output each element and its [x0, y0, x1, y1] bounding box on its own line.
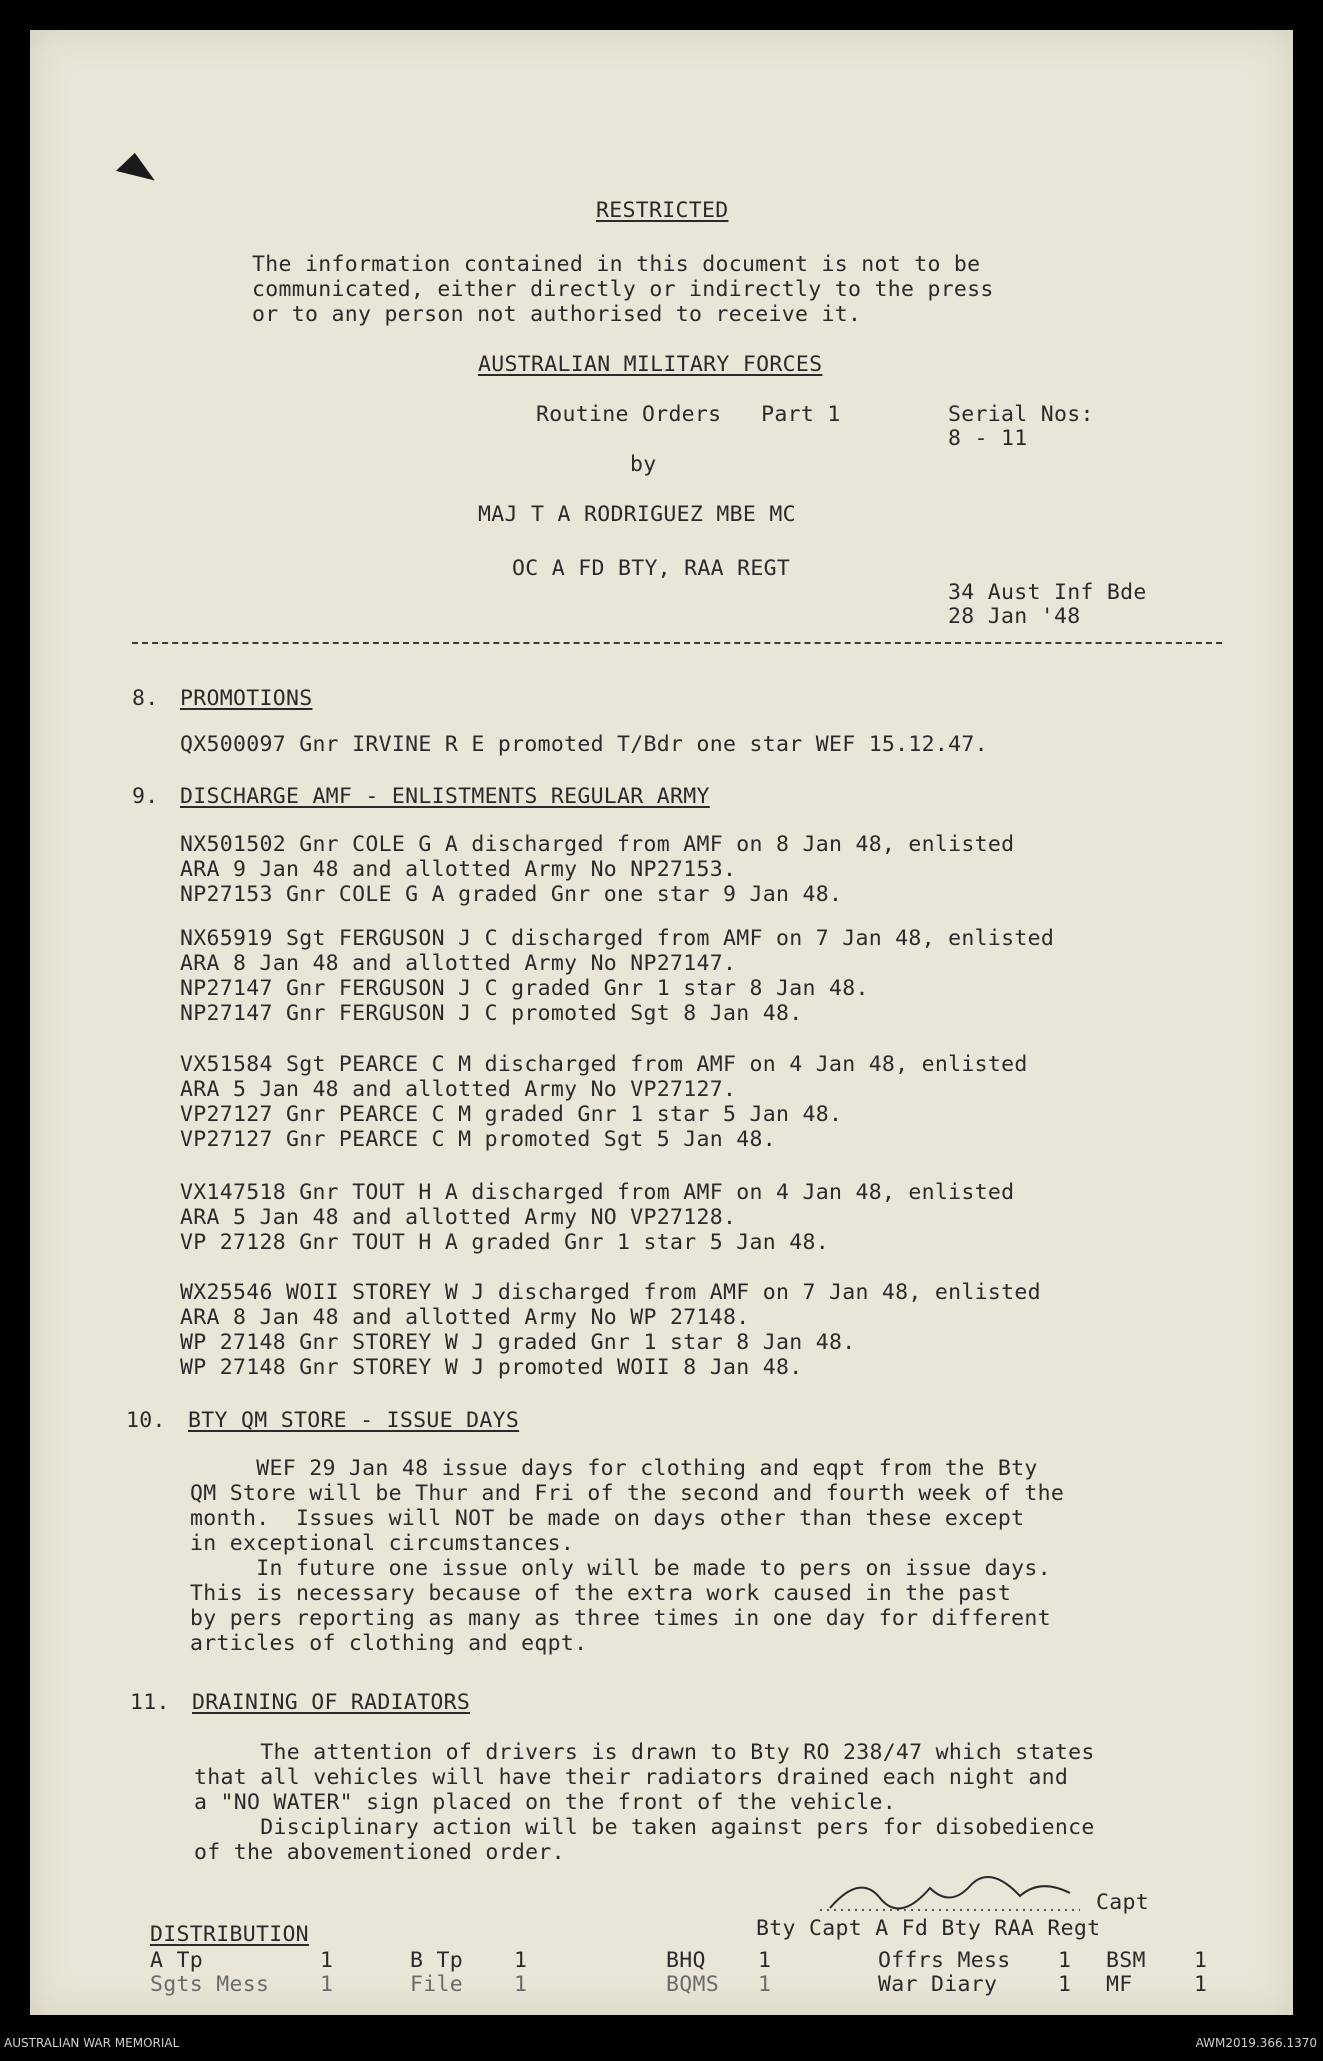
order-date: 28 Jan '48 — [948, 604, 1081, 629]
entry-line: WP 27148 Gnr STOREY W J promoted WOII 8 Jan 48. — [180, 1355, 803, 1380]
serial-value: 8 - 11 — [948, 426, 1028, 451]
distribution-item: BQMS — [666, 1972, 719, 1997]
notice-line: communicated, either directly or indirectly to the press — [252, 277, 994, 302]
divider — [132, 642, 1222, 644]
routine-orders: Routine Orders Part 1 — [536, 402, 841, 427]
entry-line: NP27147 Gnr FERGUSON J C graded Gnr 1 star 8 Jan 48. — [180, 976, 869, 1001]
entry-line: ARA 9 Jan 48 and allotted Army No NP27153. — [180, 857, 737, 882]
entry-line: ARA 8 Jan 48 and allotted Army No NP27147. — [180, 951, 737, 976]
section-number: 11. — [130, 1690, 170, 1715]
paragraph-line: month. Issues will NOT be made on days other than these except — [190, 1506, 1025, 1531]
distribution-count: 1 — [758, 1948, 772, 1973]
distribution-count: 1 — [1194, 1972, 1208, 1997]
entry-line: ARA 8 Jan 48 and allotted Army No WP 27148. — [180, 1305, 750, 1330]
section-title: DISCHARGE AMF - ENLISTMENTS REGULAR ARMY — [180, 784, 710, 809]
unit-name: OC A FD BTY, RAA REGT — [512, 556, 791, 581]
paragraph-line: WEF 29 Jan 48 issue days for clothing and eqpt from the Bty — [190, 1456, 1038, 1481]
paragraph-line: In future one issue only will be made to pers on issue days. — [190, 1556, 1051, 1581]
distribution-item: BHQ — [666, 1948, 706, 1973]
paragraph-line: Disciplinary action will be taken against pers for disobedience — [194, 1815, 1095, 1840]
entry-line: NP27147 Gnr FERGUSON J C promoted Sgt 8 Jan 48. — [180, 1001, 803, 1026]
distribution-item: File — [410, 1972, 463, 1997]
entry-line: ARA 5 Jan 48 and allotted Army No VP27127. — [180, 1077, 737, 1102]
section-number: 10. — [126, 1408, 166, 1433]
entry-line: WX25546 WOII STOREY W J discharged from AMF on 7 Jan 48, enlisted — [180, 1280, 1041, 1305]
distribution-count: 1 — [320, 1948, 334, 1973]
distribution-title: DISTRIBUTION — [150, 1922, 309, 1947]
footer-accession-number: AWM2019.366.1370 — [1195, 2036, 1317, 2050]
distribution-item: Sgts Mess — [150, 1972, 270, 1997]
distribution-item: A Tp — [150, 1948, 203, 1973]
section-title: PROMOTIONS — [180, 686, 313, 711]
section-number: 8. — [132, 686, 159, 711]
section-title: DRAINING OF RADIATORS — [192, 1690, 471, 1715]
restricted-heading: RESTRICTED — [596, 198, 729, 223]
document-page — [30, 30, 1293, 2015]
paragraph-line: QM Store will be Thur and Fri of the second and fourth week of the — [190, 1481, 1065, 1506]
section-number: 9. — [132, 784, 159, 809]
signature-rank: Capt — [1096, 1890, 1149, 1915]
paragraph-line: The attention of drivers is drawn to Bty RO 238/47 which states — [194, 1740, 1095, 1765]
distribution-count: 1 — [1058, 1972, 1072, 1997]
distribution-count: 1 — [514, 1948, 528, 1973]
paragraph-line: of the abovementioned order. — [194, 1840, 565, 1865]
distribution-item: B Tp — [410, 1948, 463, 1973]
brigade: 34 Aust Inf Bde — [948, 580, 1147, 605]
entry-line: NX501502 Gnr COLE G A discharged from AMF on 8 Jan 48, enlisted — [180, 832, 1015, 857]
entry-line: VP 27128 Gnr TOUT H A graded Gnr 1 star 5 Jan 48. — [180, 1230, 829, 1255]
notice-line: The information contained in this document is not to be — [252, 252, 981, 277]
signature-title: Bty Capt A Fd Bty RAA Regt — [756, 1916, 1101, 1941]
paragraph-line: a "NO WATER" sign placed on the front of the vehicle. — [194, 1790, 896, 1815]
distribution-item: Offrs Mess — [878, 1948, 1011, 1973]
paragraph-line: in exceptional circumstances. — [190, 1531, 575, 1556]
distribution-item: War Diary — [878, 1972, 998, 1997]
distribution-count: 1 — [1058, 1948, 1072, 1973]
entry-line: ARA 5 Jan 48 and allotted Army NO VP27128. — [180, 1205, 737, 1230]
paragraph-line: that all vehicles will have their radiators drained each night and — [194, 1765, 1069, 1790]
serial-label: Serial Nos: — [948, 402, 1094, 427]
paragraph-line: This is necessary because of the extra work caused in the past — [190, 1581, 1012, 1606]
entry-line: VX147518 Gnr TOUT H A discharged from AMF on 4 Jan 48, enlisted — [180, 1180, 1015, 1205]
distribution-count: 1 — [514, 1972, 528, 1997]
footer-archive-name: AUSTRALIAN WAR MEMORIAL — [4, 2036, 180, 2050]
notice-line: or to any person not authorised to receive it. — [252, 302, 862, 327]
entry-line: NP27153 Gnr COLE G A graded Gnr one star 9 Jan 48. — [180, 882, 843, 907]
distribution-count: 1 — [1194, 1948, 1208, 1973]
entry-line: NX65919 Sgt FERGUSON J C discharged from AMF on 7 Jan 48, enlisted — [180, 926, 1055, 951]
section-line: QX500097 Gnr IRVINE R E promoted T/Bdr one star WEF 15.12.47. — [180, 732, 988, 757]
ink-mark-icon — [116, 149, 160, 180]
distribution-item: BSM — [1106, 1948, 1146, 1973]
officer-name: MAJ T A RODRIGUEZ MBE MC — [478, 502, 796, 527]
paragraph-line: by pers reporting as many as three times in one day for different — [190, 1606, 1051, 1631]
signature-scribble — [820, 1868, 1090, 1918]
entry-line: VP27127 Gnr PEARCE C M promoted Sgt 5 Jan 48. — [180, 1127, 776, 1152]
forces-heading: AUSTRALIAN MILITARY FORCES — [478, 352, 823, 377]
distribution-item: MF — [1106, 1972, 1133, 1997]
by-text: by — [630, 452, 657, 477]
paragraph-line: articles of clothing and eqpt. — [190, 1631, 588, 1656]
entry-line: VP27127 Gnr PEARCE C M graded Gnr 1 star 5 Jan 48. — [180, 1102, 843, 1127]
distribution-count: 1 — [320, 1972, 334, 1997]
distribution-count: 1 — [758, 1972, 772, 1997]
entry-line: VX51584 Sgt PEARCE C M discharged from AMF on 4 Jan 48, enlisted — [180, 1052, 1028, 1077]
section-title: BTY QM STORE - ISSUE DAYS — [188, 1408, 520, 1433]
entry-line: WP 27148 Gnr STOREY W J graded Gnr 1 star 8 Jan 48. — [180, 1330, 856, 1355]
